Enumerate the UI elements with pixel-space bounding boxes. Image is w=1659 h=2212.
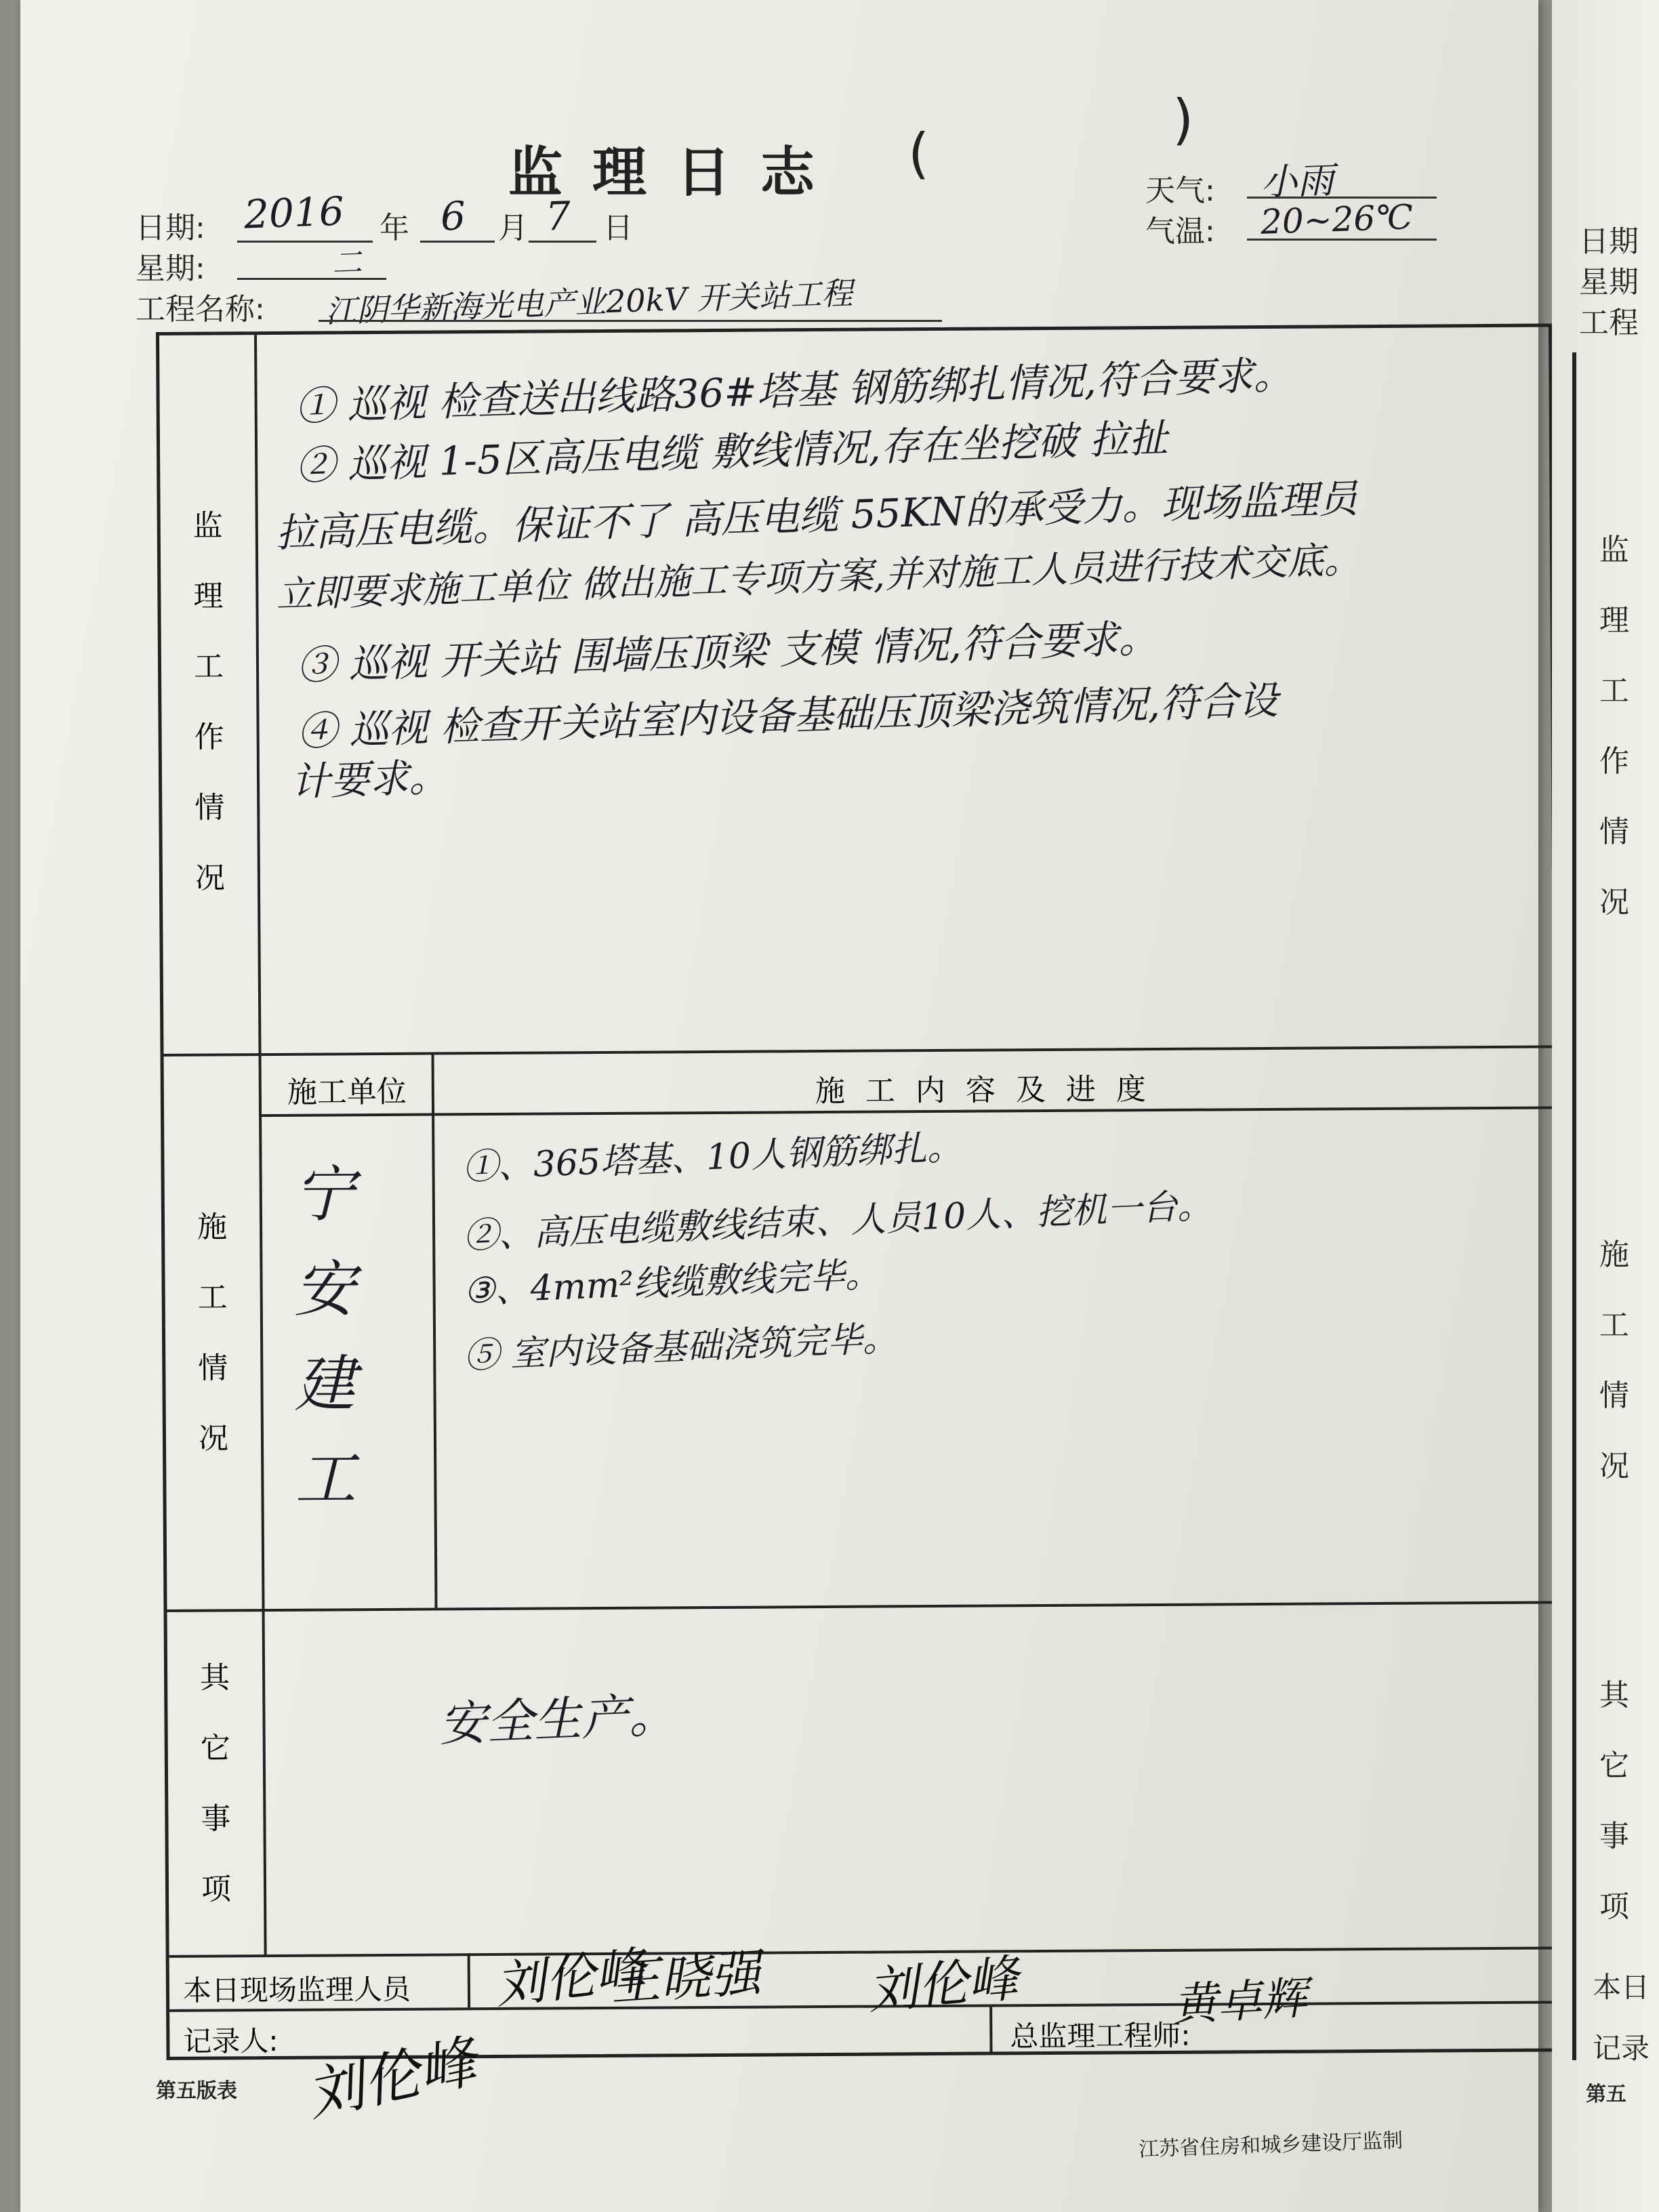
adjacent-weekday-label: 星期 [1579,265,1639,300]
construction-line: ①、365塔基、10人钢筋绑扎。 [462,1126,963,1189]
staff-signature: 王晓强 [608,1944,763,2013]
date-month-underline [420,241,495,243]
log-table [156,323,1563,2060]
adjacent-construction-label: 施工情况 [1599,1237,1629,1483]
staff-divider [468,1953,470,2007]
chief-label: 总监理工程师: [1010,2018,1191,2053]
staff-signature: 刘伦峰 [492,1941,649,2015]
month-label: 月 [498,211,528,245]
year-label: 年 [380,211,409,245]
weekday-label: 星期: [136,251,205,286]
construction-line: ②、高压电缆敷线结束、人员10人、挖机一台。 [462,1185,1214,1257]
edition-label: 第五版表 [156,2079,237,2103]
adjacent-other-label: 其它事项 [1599,1678,1629,1924]
date-year: 2016 [243,188,345,238]
adjacent-border [1572,352,1576,2060]
staff-signature: 黄卓辉 [1171,1971,1309,2032]
content-header: 施工内容及进度 [815,1071,1167,1109]
other-value: 安全生产。 [438,1687,678,1753]
construction-section-label: 施工情况 [197,1210,229,1456]
construction-unit-value: 宁安建工 [293,1159,356,1515]
project-value: 江阴华新海光电产业20kV 开关站工程 [325,274,854,330]
unit-column-divider [431,1052,437,1608]
date-day: 7 [544,192,572,240]
unit-header: 施工单位 [287,1074,407,1110]
weekday-underline [237,278,386,280]
date-label: 日期: [136,211,205,245]
publisher-label: 江苏省住房和城乡建设厅监制 [1138,2129,1404,2162]
temp-value: 20~26℃ [1260,197,1414,242]
supervision-bottom-line [164,1045,1553,1057]
adjacent-project-label: 工程 [1579,306,1639,340]
adjacent-staff-label: 本日 [1593,1971,1650,2004]
staff-label: 本日现场监理人员 [182,1972,411,2007]
date-day-underline [529,241,596,243]
day-label: 日 [603,211,633,245]
temp-label: 气温: [1145,214,1215,249]
supervision-line: ① 巡视 检查送出线路36#塔基 钢筋绑扎情况,符合要求。 [294,351,1294,430]
label-column-divider [254,335,267,1954]
supervision-line: 计要求。 [290,754,449,805]
supervision-line: 拉高压电缆。保证不了 高压电缆 55KN的承受力。现场监理员 [275,475,1359,556]
other-bottom-line [169,1946,1559,1958]
title-paren-open: ( [908,122,930,185]
supervision-line: ④ 巡视 检查开关站室内设备基础压顶梁浇筑情况,符合设 [296,676,1279,755]
supervision-line: ② 巡视 1-5区高压电缆 敷线情况,存在坐挖破 拉扯 [295,415,1169,489]
construction-line: ③、4mm²线缆敷线完毕。 [462,1254,881,1312]
log-sheet [20,0,1538,2212]
adjacent-page [1552,0,1659,2212]
recorder-label: 记录人: [183,2024,279,2058]
adjacent-supervision-label: 监理工作情况 [1599,533,1629,920]
supervision-section-label: 监理工作情况 [192,508,226,896]
weather-value: 小雨 [1260,159,1335,204]
project-underline [319,320,942,322]
date-month: 6 [439,192,467,240]
staff-signature: 刘伦峰 [865,1949,1021,2021]
construction-line: ⑤ 室内设备基础浇筑完毕。 [463,1318,899,1377]
weekday-value: 二 [331,245,363,281]
supervision-line: ③ 巡视 开关站 围墙压顶梁 支模 情况,符合要求。 [296,615,1159,689]
temp-underline [1247,239,1437,241]
weather-label: 天气: [1145,173,1215,208]
adjacent-recorder-label: 记录 [1593,2032,1650,2065]
project-label: 工程名称: [136,292,265,327]
adjacent-edition-label: 第五 [1586,2083,1626,2106]
title-paren-close: ) [1172,88,1194,151]
adjacent-date-label: 日期 [1579,224,1639,259]
recorder-signature: 刘伦峰 [300,2028,482,2129]
other-section-label: 其它事项 [199,1660,232,1907]
supervision-line: 立即要求施工单位 做出施工专项方案,并对施工人员进行技术交底。 [275,538,1361,616]
page-title: 监理日志 [508,141,844,204]
construction-bottom-line [167,1601,1557,1612]
